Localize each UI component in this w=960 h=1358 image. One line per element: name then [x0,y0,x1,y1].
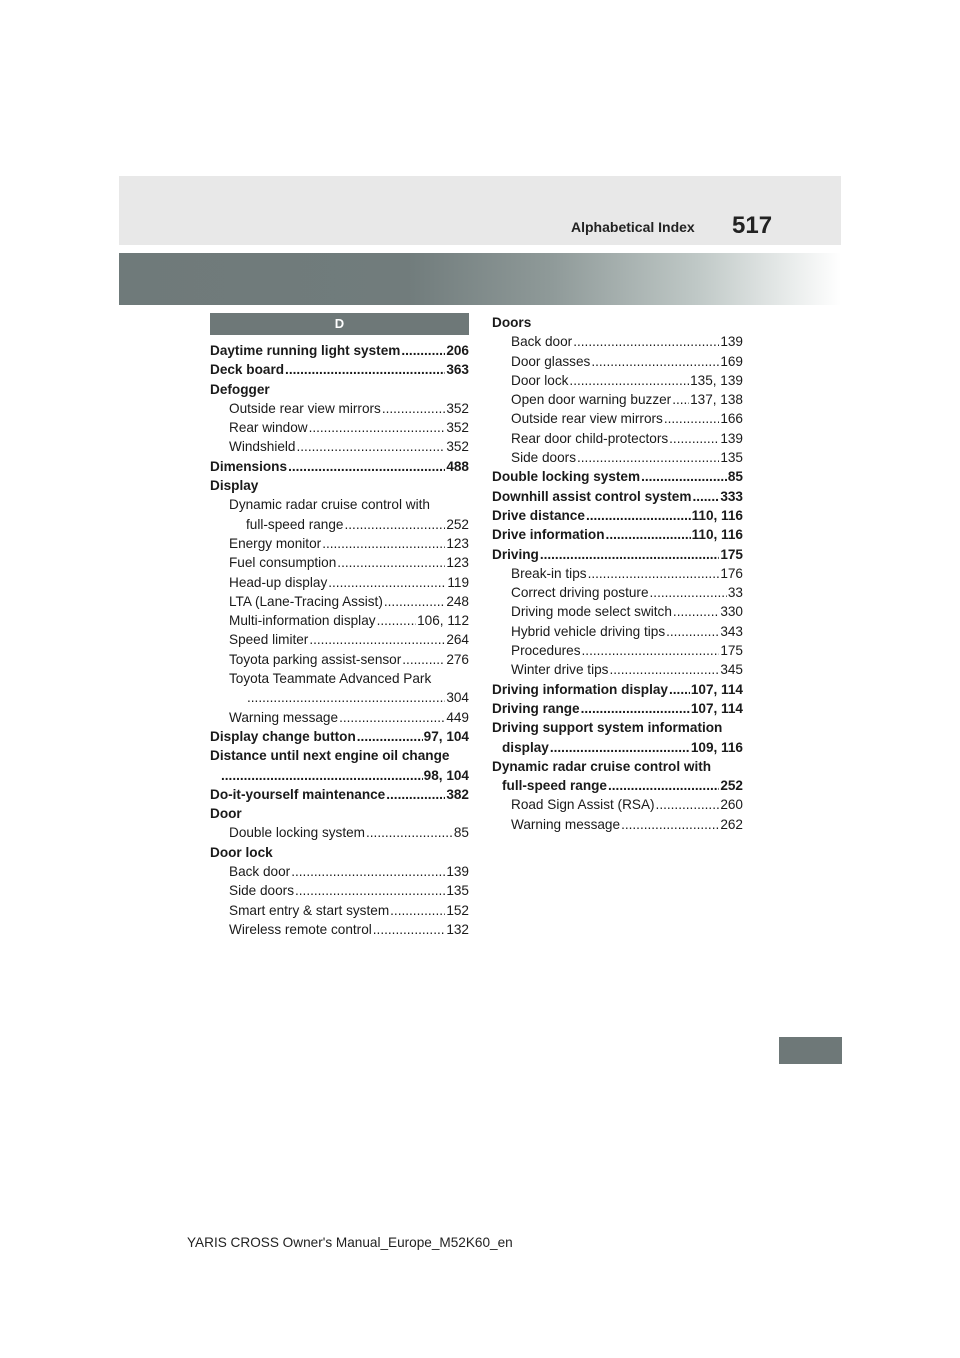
leader-dots [669,680,690,699]
index-entry [492,429,743,448]
leader-dots [664,409,719,428]
entry-page-ref[interactable]: 345 [720,662,743,678]
entry-term: Driving information display [492,681,668,697]
leader-dots [588,564,720,583]
index-entry [492,332,743,351]
entry-page-ref[interactable]: 175 [720,643,743,659]
index-entry [210,341,469,360]
index-entry [210,515,469,534]
leader-dots [591,352,719,371]
entry-term: Energy monitor [229,535,322,551]
entry-page-ref[interactable]: 110, 116 [691,507,743,523]
index-entry [492,371,743,390]
entry-term: Smart entry & start system [229,902,390,918]
entry-term: Do-it-yourself maintenance [210,786,386,802]
leader-dots [402,650,445,669]
entry-page-ref[interactable]: 343 [720,623,743,639]
index-entry [210,457,469,476]
page-number: 517 [732,212,773,239]
index-entry [492,564,743,583]
leader-dots [550,738,690,757]
entry-term: Hybrid vehicle driving tips [511,623,666,639]
index-entry [210,611,469,630]
index-column-right [492,313,743,834]
leader-dots [384,592,445,611]
entry-term: Head-up display [229,574,328,590]
entry-page-ref[interactable]: 139 [720,334,743,350]
leader-dots [573,332,719,351]
index-entry [492,795,743,814]
index-entry [210,901,469,920]
index-entry [492,583,743,602]
leader-dots [339,708,445,727]
index-entry [210,650,469,669]
entry-term: Driving mode select switch [511,604,672,620]
entry-page-ref[interactable]: 330 [720,604,743,620]
entry-term: Windshield [229,439,296,455]
entry-term: Dynamic radar cruise control with [492,758,712,774]
index-entry [210,920,469,939]
entry-term: Back door [229,864,291,880]
index-entry [492,467,743,486]
entry-term: Warning message [229,709,339,725]
index-entry [210,785,469,804]
index-entry [210,804,469,823]
index-entry [492,448,743,467]
leader-dots [309,418,446,437]
footer-manual-name: YARIS CROSS Owner's Manual_Europe_M52K60_en [187,1235,513,1250]
index-entry [492,602,743,621]
entry-term: Fuel consumption [229,555,337,571]
entry-term: Drive distance [492,507,585,523]
index-entry [492,390,743,409]
leader-dots [672,390,689,409]
index-entry [492,680,743,699]
entry-page-ref[interactable]: 262 [720,816,743,832]
index-entry [210,573,469,592]
entry-page-ref[interactable]: 109, 116 [690,739,743,755]
entry-page-ref[interactable]: 304 [446,690,469,706]
index-entry [492,506,743,525]
index-entry [492,718,743,737]
leader-dots [288,457,445,476]
index-entry [210,534,469,553]
leader-dots [337,553,445,572]
leader-dots [581,699,690,718]
leader-dots [401,341,445,360]
entry-page-ref[interactable]: 248 [446,593,469,609]
entry-page-ref[interactable]: 175 [720,546,743,562]
leader-dots [285,360,445,379]
leader-dots [322,534,445,553]
right-entry-list [492,313,743,834]
entry-page-ref[interactable]: 98, 104 [423,767,469,783]
entry-page-ref[interactable]: 137, 138 [690,392,743,408]
index-entry [210,495,469,514]
entry-page-ref[interactable]: 135 [446,883,469,899]
entry-term: Driving support system information [492,720,723,736]
leader-dots [297,437,446,456]
entry-term: Daytime running light system [210,343,401,358]
leader-dots [608,776,719,795]
index-entry [210,881,469,900]
decorative-gradient-bar [119,253,841,305]
entry-term: Door glasses [511,353,591,369]
entry-page-ref[interactable]: 132 [446,921,469,937]
entry-page-ref[interactable]: 135 [720,450,743,466]
index-entry [210,843,469,862]
entry-page-ref[interactable]: 252 [720,778,743,794]
entry-page-ref[interactable]: 107, 114 [690,700,743,716]
leader-dots [366,823,453,842]
leader-dots [357,727,423,746]
leader-dots [606,525,691,544]
entry-term: full-speed range [246,516,344,532]
leader-dots [577,448,719,467]
index-entry [210,766,469,785]
index-entry [492,641,743,660]
entry-term: Downhill assist control system [492,488,692,504]
index-entry [492,738,743,757]
entry-page-ref[interactable]: 152 [446,902,469,918]
entry-page-ref[interactable]: 106, 112 [417,613,469,629]
entry-term: Rear door child-protectors [511,430,669,446]
entry-page-ref[interactable]: 382 [446,786,469,802]
leader-dots [569,371,689,390]
leader-dots [656,795,720,814]
entry-page-ref[interactable]: 264 [446,632,469,648]
leader-dots [345,515,446,534]
leader-dots [673,602,719,621]
index-entry [492,815,743,834]
index-entry [210,823,469,842]
entry-page-ref[interactable]: 260 [720,797,743,813]
entry-page-ref[interactable]: 123 [446,535,469,551]
entry-term: Outside rear view mirrors [229,400,381,416]
entry-page-ref[interactable]: 333 [720,488,743,504]
entry-term: Driving range [492,700,580,716]
leader-dots [666,622,719,641]
index-entry [210,727,469,746]
entry-term: Double locking system [229,825,365,841]
index-entry [210,399,469,418]
index-entry [492,545,743,564]
entry-term: Defogger [210,381,270,397]
entry-term: Side doors [511,450,576,466]
entry-page-ref[interactable]: 123 [446,555,469,571]
entry-page-ref[interactable]: 110, 116 [691,527,743,543]
leader-dots [650,583,727,602]
index-column-left [210,313,469,939]
entry-term: Driving [492,546,539,562]
index-entry [492,757,743,776]
entry-page-ref[interactable]: 169 [720,353,743,369]
index-entry [210,746,469,765]
leader-dots [582,641,720,660]
entry-page-ref[interactable]: 85 [453,825,469,841]
entry-term: Break-in tips [511,565,587,581]
index-entry [492,660,743,679]
index-entry [492,487,743,506]
entry-page-ref[interactable]: 352 [446,400,469,416]
entry-term: Speed limiter [229,632,309,648]
entry-term: Drive information [492,527,605,543]
letter-heading: D [210,313,469,335]
entry-page-ref[interactable]: 139 [720,430,743,446]
entry-term: Open door warning buzzer [511,392,672,408]
entry-page-ref[interactable]: 85 [727,469,743,485]
entry-term: Dimensions [210,458,288,474]
leader-dots [373,920,446,939]
entry-page-ref[interactable]: 97, 104 [423,728,469,744]
section-title: Alphabetical Index [571,219,695,235]
entry-term: Toyota Teammate Advanced Park [229,671,432,687]
index-entry [210,380,469,399]
entry-term: Toyota parking assist-sensor [229,651,402,667]
left-entry-list [210,341,469,939]
entry-page-ref[interactable]: 352 [446,439,469,455]
entry-term: Display change button [210,728,356,744]
entry-term: Warning message [511,816,621,832]
index-entry [210,418,469,437]
leader-dots [586,506,691,525]
entry-term: Wireless remote control [229,921,372,937]
entry-term: Winter drive tips [511,662,609,678]
leader-dots [221,766,423,785]
entry-term: Display [210,478,259,494]
index-entry [210,437,469,456]
index-entry [210,360,469,379]
leader-dots [291,862,445,881]
leader-dots [247,688,445,707]
entry-page-ref[interactable]: 252 [446,516,469,532]
index-entry [210,592,469,611]
index-entry [492,622,743,641]
entry-term: Back door [511,334,573,350]
leader-dots [295,881,445,900]
entry-page-ref[interactable]: 33 [727,585,743,601]
leader-dots [621,815,719,834]
index-entry [210,708,469,727]
leader-dots [641,467,727,486]
entry-page-ref[interactable]: 166 [720,411,743,427]
leader-dots [390,901,445,920]
entry-term: full-speed range [502,778,607,794]
entry-page-ref[interactable]: 352 [446,420,469,436]
entry-term: display [502,739,549,755]
leader-dots [692,487,719,506]
entry-term: Rear window [229,420,308,436]
entry-page-ref[interactable]: 135, 139 [690,372,743,388]
index-entry [492,776,743,795]
leader-dots [609,660,719,679]
entry-term: Distance until next engine oil change [210,748,450,764]
entry-page-ref[interactable]: 119 [447,574,469,590]
index-entry [210,862,469,881]
entry-term: Procedures [511,643,581,659]
entry-term: Side doors [229,883,294,899]
entry-page-ref[interactable]: 276 [446,651,469,667]
entry-page-ref[interactable]: 107, 114 [690,681,743,697]
entry-term: Multi-information display [229,613,376,629]
entry-term: Deck board [210,362,285,378]
index-entry [492,352,743,371]
leader-dots [328,573,446,592]
entry-page-ref[interactable]: 363 [446,362,469,378]
entry-term: Doors [492,315,532,330]
entry-page-ref[interactable]: 139 [446,864,469,880]
entry-page-ref[interactable]: 176 [720,565,743,581]
index-entry [492,525,743,544]
index-entry [210,553,469,572]
index-entry [492,699,743,718]
index-entry [492,409,743,428]
entry-term: LTA (Lane-Tracing Assist) [229,593,383,609]
index-entry [210,476,469,495]
leader-dots [669,429,719,448]
entry-page-ref[interactable]: 449 [446,709,469,725]
leader-dots [386,785,445,804]
entry-page-ref[interactable]: 206 [446,343,469,358]
index-entry [210,669,469,688]
index-entry [210,688,469,707]
leader-dots [377,611,417,630]
entry-term: Road Sign Assist (RSA) [511,797,655,813]
entry-term: Outside rear view mirrors [511,411,663,427]
index-entry [492,313,743,332]
entry-term: Correct driving posture [511,585,649,601]
entry-page-ref[interactable]: 488 [446,458,469,474]
leader-dots [382,399,445,418]
index-entry [210,630,469,649]
leader-dots [309,630,445,649]
entry-term: Door [210,806,242,822]
entry-term: Door lock [210,844,273,860]
entry-term: Dynamic radar cruise control with [229,497,430,513]
entry-term: Door lock [511,372,569,388]
entry-term: Double locking system [492,469,641,485]
leader-dots [540,545,719,564]
chapter-tab [779,1037,842,1064]
